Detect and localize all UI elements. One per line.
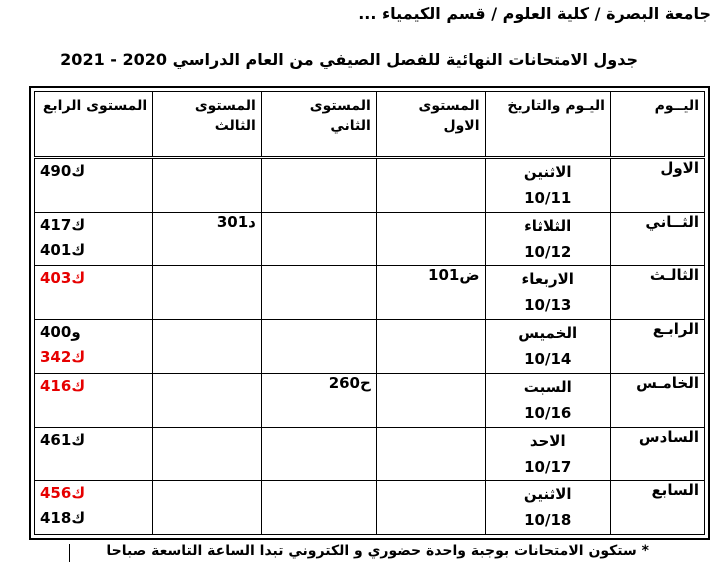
level3-cell — [153, 158, 262, 213]
course-code: ك417 — [40, 215, 86, 234]
weekday-date-cell — [485, 427, 610, 481]
level3-cell — [153, 373, 262, 427]
date-label: 10/16 — [524, 403, 572, 422]
level4-cell — [35, 212, 153, 266]
level3-cell — [153, 481, 262, 535]
level2-cell — [261, 212, 376, 266]
course-code: ك490 — [40, 162, 86, 180]
level2-cell: ح260 — [261, 373, 376, 427]
course-code: ك418 — [40, 509, 86, 528]
table-row — [35, 427, 705, 481]
col-header-day: اليــوم — [610, 92, 704, 158]
col-header-level4: المستوى الرابع — [35, 92, 153, 158]
course-code: ك456 — [40, 484, 86, 503]
weekday-label: الثلاثاء — [524, 216, 572, 235]
level4-cell — [35, 158, 153, 213]
table-row — [35, 158, 705, 213]
weekday-label: السبت — [523, 377, 572, 396]
weekday-date-cell — [485, 266, 610, 320]
date-label: 10/17 — [524, 457, 572, 476]
schedule-table-frame — [29, 86, 710, 540]
day-ordinal-cell: الثالـث — [610, 266, 704, 320]
table-header-row — [35, 92, 705, 158]
weekday-date-cell — [485, 481, 610, 535]
footnote-bracket — [69, 544, 76, 562]
level4-cell — [35, 481, 153, 535]
level1-cell — [376, 320, 485, 374]
level4-cell — [35, 373, 153, 427]
weekday-date-cell — [485, 373, 610, 427]
level1-cell — [376, 212, 485, 266]
exam-schedule-table — [34, 91, 705, 535]
course-code: ك416 — [40, 376, 86, 395]
footnote: * ستكون الامتحانات بوجبة واحدة حضوري و الكتروني تبدا الساعة التاسعة صباحا — [106, 543, 649, 559]
level1-cell — [376, 427, 485, 481]
weekday-label: الاثنين — [523, 163, 572, 181]
level2-cell — [261, 481, 376, 535]
weekday-label: الخميس — [518, 324, 578, 343]
table-row — [35, 212, 705, 266]
level2-cell — [261, 266, 376, 320]
level1-cell: ض101 — [376, 266, 485, 320]
day-ordinal-cell: السادس — [610, 427, 704, 481]
date-label: 10/14 — [524, 350, 572, 369]
col-header-date: اليـوم والتاريخ — [485, 92, 610, 158]
day-ordinal-cell: الثــاني — [610, 212, 704, 266]
date-label: 10/13 — [524, 296, 572, 315]
table-row — [35, 266, 705, 320]
level2-cell — [261, 427, 376, 481]
table-row — [35, 481, 705, 535]
day-ordinal-cell: السابع — [610, 481, 704, 535]
day-ordinal-cell: الاول — [610, 158, 704, 213]
level4-cell — [35, 320, 153, 374]
day-ordinal-cell: الخامـس — [610, 373, 704, 427]
col-header-level2: المستوى الثاني — [261, 92, 376, 158]
date-label: 10/11 — [524, 189, 572, 207]
level4-cell — [35, 427, 153, 481]
level1-cell — [376, 481, 485, 535]
course-code: ك461 — [40, 430, 86, 449]
level3-cell — [153, 427, 262, 481]
level3-cell — [153, 266, 262, 320]
course-code: ك403 — [40, 269, 86, 288]
level2-cell — [261, 158, 376, 213]
weekday-label: الاربعاء — [521, 270, 574, 289]
date-label: 10/18 — [524, 511, 572, 530]
level2-cell — [261, 320, 376, 374]
weekday-label: الاحد — [529, 431, 566, 450]
date-label: 10/12 — [524, 242, 572, 261]
level1-cell — [376, 373, 485, 427]
weekday-date-cell — [485, 158, 610, 213]
weekday-date-cell — [485, 320, 610, 374]
course-code: ك342 — [40, 348, 86, 367]
table-row — [35, 320, 705, 374]
level3-cell: د301 — [153, 212, 262, 266]
col-header-level1: المستوى الاول — [376, 92, 485, 158]
table-row — [35, 373, 705, 427]
university-header: جامعة البصرة / كلية العلوم / قسم الكيمياء ... — [358, 4, 711, 23]
level1-cell — [376, 158, 485, 213]
course-code: و400 — [40, 323, 81, 342]
col-header-level3: المستوى الثالث — [153, 92, 262, 158]
level3-cell — [153, 320, 262, 374]
course-code: ك401 — [40, 240, 86, 259]
weekday-label: الاثنين — [523, 485, 572, 504]
level4-cell — [35, 266, 153, 320]
weekday-date-cell — [485, 212, 610, 266]
day-ordinal-cell: الرابـع — [610, 320, 704, 374]
document-title: جدول الامتحانات النهائية للفصل الصيفي من العام الدراسي 2020 - 2021 — [60, 50, 638, 69]
